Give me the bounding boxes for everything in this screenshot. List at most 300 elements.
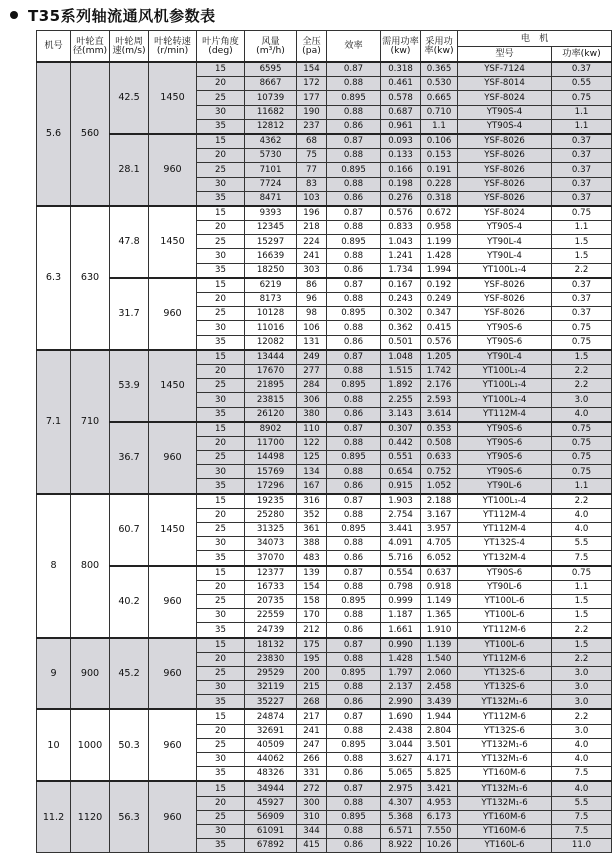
table-row [37,494,612,509]
cell-efficiency: 0.88 [327,537,381,551]
cell-airflow: 13444 [245,350,297,365]
cell-pressure: 361 [297,523,327,537]
cell-efficiency: 0.88 [327,105,381,119]
cell-required-power: 0.687 [381,105,421,119]
cell-blade-angle: 20 [197,724,245,738]
cell-blade-angle: 35 [197,335,245,350]
cell-motor-model: YT90S-6 [458,436,552,450]
header-motor-model: 型号 [458,46,552,62]
cell-pressure: 154 [297,62,327,77]
cell-required-power: 5.065 [381,767,421,782]
table-row [37,278,612,293]
cell-motor-model: YT132M-4 [458,551,552,566]
cell-airflow: 12082 [245,335,297,350]
cell-efficiency: 0.895 [327,451,381,465]
cell-efficiency: 0.88 [327,609,381,623]
cell-used-power: 3.614 [421,407,458,422]
cell-motor-power: 2.2 [552,652,612,666]
cell-rpm: 960 [149,709,197,781]
header-impeller-diameter: 叶轮直 径(mm) [71,31,110,63]
cell-required-power: 0.243 [381,293,421,307]
cell-motor-power: 1.1 [552,105,612,119]
cell-pressure: 266 [297,753,327,767]
cell-airflow: 10128 [245,307,297,321]
cell-tip-speed: 53.9 [110,350,149,422]
cell-airflow: 67892 [245,839,297,853]
cell-rpm: 1450 [149,62,197,134]
cell-motor-power: 7.5 [552,551,612,566]
cell-required-power: 1.428 [381,652,421,666]
cell-efficiency: 0.87 [327,350,381,365]
cell-used-power: 0.415 [421,321,458,335]
cell-efficiency: 0.895 [327,163,381,177]
cell-motor-power: 11.0 [552,839,612,853]
cell-blade-angle: 25 [197,235,245,249]
cell-motor-model: YSF-8026 [458,293,552,307]
cell-motor-model: YT100L₁-4 [458,364,552,378]
cell-blade-angle: 20 [197,508,245,522]
cell-used-power: 4.705 [421,537,458,551]
cell-efficiency: 0.88 [327,321,381,335]
cell-airflow: 23830 [245,652,297,666]
cell-motor-model: YT90S-6 [458,451,552,465]
cell-pressure: 75 [297,149,327,163]
cell-pressure: 300 [297,796,327,810]
table-row [37,206,612,221]
cell-efficiency: 0.88 [327,796,381,810]
cell-tip-speed: 56.3 [110,781,149,852]
cell-efficiency: 0.88 [327,753,381,767]
cell-airflow: 8173 [245,293,297,307]
cell-rpm: 960 [149,781,197,852]
cell-blade-angle: 25 [197,810,245,824]
cell-motor-model: YSF-8026 [458,278,552,293]
cell-used-power: 0.249 [421,293,458,307]
cell-motor-model: YT160M-6 [458,767,552,782]
cell-efficiency: 0.86 [327,407,381,422]
cell-used-power: 6.173 [421,810,458,824]
cell-rpm: 960 [149,422,197,494]
cell-used-power: 0.958 [421,221,458,235]
cell-motor-power: 0.75 [552,436,612,450]
cell-motor-power: 4.0 [552,738,612,752]
cell-blade-angle: 35 [197,479,245,494]
cell-used-power: 0.665 [421,91,458,105]
cell-rpm: 960 [149,134,197,206]
cell-efficiency: 0.87 [327,494,381,509]
cell-efficiency: 0.88 [327,364,381,378]
cell-rpm: 1450 [149,206,197,278]
cell-required-power: 2.975 [381,781,421,796]
cell-pressure: 344 [297,824,327,838]
cell-blade-angle: 15 [197,134,245,149]
cell-blade-angle: 25 [197,666,245,680]
cell-tip-speed: 28.1 [110,134,149,206]
cell-motor-model: YT90S-6 [458,465,552,479]
cell-blade-angle: 30 [197,537,245,551]
cell-airflow: 8667 [245,77,297,91]
cell-used-power: 1.052 [421,479,458,494]
cell-airflow: 34944 [245,781,297,796]
cell-required-power: 0.442 [381,436,421,450]
cell-motor-power: 5.5 [552,796,612,810]
cell-pressure: 77 [297,163,327,177]
cell-airflow: 18132 [245,638,297,653]
cell-pressure: 218 [297,221,327,235]
cell-blade-angle: 20 [197,580,245,594]
cell-pressure: 172 [297,77,327,91]
cell-rpm: 1450 [149,494,197,566]
cell-efficiency: 0.88 [327,221,381,235]
cell-used-power: 7.550 [421,824,458,838]
cell-used-power: 1.149 [421,594,458,608]
cell-blade-angle: 15 [197,62,245,77]
cell-airflow: 11682 [245,105,297,119]
cell-model: 8 [37,494,71,638]
cell-motor-model: YSF-8026 [458,307,552,321]
cell-efficiency: 0.86 [327,551,381,566]
cell-motor-power: 0.37 [552,191,612,206]
cell-airflow: 32691 [245,724,297,738]
cell-motor-power: 2.2 [552,494,612,509]
cell-required-power: 0.833 [381,221,421,235]
cell-used-power: 1.540 [421,652,458,666]
table-row [37,422,612,437]
cell-efficiency: 0.88 [327,293,381,307]
cell-motor-power: 0.37 [552,307,612,321]
cell-airflow: 26120 [245,407,297,422]
cell-motor-power: 0.75 [552,91,612,105]
cell-motor-power: 0.37 [552,278,612,293]
cell-tip-speed: 60.7 [110,494,149,566]
cell-required-power: 0.461 [381,77,421,91]
cell-motor-power: 1.5 [552,235,612,249]
cell-tip-speed: 36.7 [110,422,149,494]
cell-pressure: 98 [297,307,327,321]
cell-blade-angle: 25 [197,379,245,393]
cell-motor-model: YT90S-4 [458,119,552,134]
cell-tip-speed: 40.2 [110,566,149,638]
cell-motor-model: YT132S-6 [458,666,552,680]
cell-motor-power: 1.1 [552,221,612,235]
cell-pressure: 388 [297,537,327,551]
cell-used-power: 1.199 [421,235,458,249]
cell-efficiency: 0.87 [327,638,381,653]
cell-airflow: 7724 [245,177,297,191]
cell-motor-power: 1.1 [552,580,612,594]
cell-blade-angle: 25 [197,523,245,537]
cell-motor-power: 0.75 [552,422,612,437]
cell-required-power: 0.999 [381,594,421,608]
cell-efficiency: 0.88 [327,249,381,263]
header-airflow: 风量 (m³/h) [245,31,297,63]
cell-motor-model: YT160M-6 [458,824,552,838]
header-used-power: 采用功 率(kw) [421,31,458,63]
table-header [37,31,612,63]
cell-motor-power: 7.5 [552,824,612,838]
cell-blade-angle: 30 [197,249,245,263]
cell-airflow: 8471 [245,191,297,206]
cell-motor-power: 0.75 [552,566,612,581]
cell-diameter: 1000 [71,709,110,781]
cell-pressure: 200 [297,666,327,680]
cell-motor-model: YT112M-6 [458,623,552,638]
cell-blade-angle: 35 [197,695,245,710]
cell-required-power: 1.661 [381,623,421,638]
cell-used-power: 4.171 [421,753,458,767]
cell-pressure: 86 [297,278,327,293]
cell-blade-angle: 30 [197,321,245,335]
header-tip-speed: 叶轮周 速(m/s) [110,31,149,63]
cell-rpm: 960 [149,278,197,350]
cell-used-power: 1.205 [421,350,458,365]
cell-efficiency: 0.88 [327,149,381,163]
cell-required-power: 1.515 [381,364,421,378]
cell-required-power: 1.797 [381,666,421,680]
cell-efficiency: 0.895 [327,594,381,608]
header-blade-angle: 叶片角度 (deg) [197,31,245,63]
cell-used-power: 1.742 [421,364,458,378]
cell-used-power: 1.910 [421,623,458,638]
cell-efficiency: 0.88 [327,580,381,594]
cell-used-power: 0.106 [421,134,458,149]
cell-blade-angle: 30 [197,681,245,695]
cell-diameter: 900 [71,638,110,710]
cell-motor-power: 2.2 [552,709,612,724]
cell-blade-angle: 30 [197,609,245,623]
cell-efficiency: 0.895 [327,91,381,105]
cell-motor-power: 0.75 [552,321,612,335]
cell-motor-power: 1.5 [552,249,612,263]
cell-blade-angle: 25 [197,738,245,752]
cell-motor-power: 0.75 [552,335,612,350]
cell-motor-power: 1.5 [552,594,612,608]
cell-required-power: 1.690 [381,709,421,724]
cell-motor-power: 1.1 [552,479,612,494]
cell-used-power: 3.439 [421,695,458,710]
cell-pressure: 170 [297,609,327,623]
cell-efficiency: 0.87 [327,709,381,724]
cell-required-power: 0.915 [381,479,421,494]
cell-motor-model: YT90S-6 [458,321,552,335]
cell-required-power: 0.798 [381,580,421,594]
cell-motor-power: 3.0 [552,724,612,738]
table-body [37,62,612,853]
cell-rpm: 960 [149,638,197,710]
cell-required-power: 0.167 [381,278,421,293]
cell-pressure: 237 [297,119,327,134]
cell-efficiency: 0.88 [327,508,381,522]
cell-motor-model: YT90S-6 [458,335,552,350]
cell-efficiency: 0.88 [327,77,381,91]
cell-airflow: 8902 [245,422,297,437]
cell-blade-angle: 20 [197,652,245,666]
cell-model: 9 [37,638,71,710]
cell-pressure: 241 [297,249,327,263]
cell-efficiency: 0.88 [327,465,381,479]
cell-required-power: 5.368 [381,810,421,824]
cell-used-power: 0.637 [421,566,458,581]
cell-motor-power: 1.5 [552,609,612,623]
cell-motor-model: YT112M-4 [458,508,552,522]
cell-motor-model: YT90S-4 [458,105,552,119]
cell-tip-speed: 47.8 [110,206,149,278]
cell-motor-power: 0.37 [552,134,612,149]
cell-airflow: 48326 [245,767,297,782]
cell-required-power: 1.241 [381,249,421,263]
cell-blade-angle: 15 [197,709,245,724]
cell-efficiency: 0.895 [327,307,381,321]
cell-pressure: 158 [297,594,327,608]
cell-motor-model: YT100L₂-4 [458,393,552,407]
cell-tip-speed: 31.7 [110,278,149,350]
cell-efficiency: 0.895 [327,738,381,752]
cell-used-power: 1.139 [421,638,458,653]
cell-efficiency: 0.87 [327,134,381,149]
cell-motor-model: YT160L-6 [458,839,552,853]
cell-tip-speed: 45.2 [110,638,149,710]
cell-used-power: 0.576 [421,335,458,350]
cell-used-power: 1.1 [421,119,458,134]
cell-required-power: 1.048 [381,350,421,365]
cell-model: 6.3 [37,206,71,350]
table-row [37,134,612,149]
cell-airflow: 29529 [245,666,297,680]
cell-required-power: 1.187 [381,609,421,623]
bullet-icon [10,11,18,19]
cell-used-power: 0.318 [421,191,458,206]
cell-efficiency: 0.895 [327,523,381,537]
cell-used-power: 3.957 [421,523,458,537]
cell-airflow: 21895 [245,379,297,393]
cell-blade-angle: 20 [197,796,245,810]
cell-motor-power: 7.5 [552,767,612,782]
cell-pressure: 125 [297,451,327,465]
cell-airflow: 6595 [245,62,297,77]
cell-motor-power: 3.0 [552,393,612,407]
cell-diameter: 630 [71,206,110,350]
cell-blade-angle: 20 [197,221,245,235]
cell-diameter: 1120 [71,781,110,852]
cell-used-power: 0.672 [421,206,458,221]
cell-used-power: 2.804 [421,724,458,738]
cell-motor-model: YT112M-6 [458,709,552,724]
header-required-power: 需用功率 (kw) [381,31,421,63]
cell-required-power: 0.093 [381,134,421,149]
cell-motor-model: YT132S-6 [458,681,552,695]
cell-motor-model: YSF-8024 [458,206,552,221]
cell-model: 5.6 [37,62,71,206]
cell-motor-model: YT132S-6 [458,724,552,738]
cell-used-power: 0.192 [421,278,458,293]
cell-blade-angle: 35 [197,191,245,206]
cell-used-power: 3.167 [421,508,458,522]
cell-motor-model: YT90L-4 [458,350,552,365]
cell-blade-angle: 30 [197,393,245,407]
cell-required-power: 0.318 [381,62,421,77]
cell-required-power: 0.501 [381,335,421,350]
cell-efficiency: 0.86 [327,191,381,206]
cell-required-power: 6.571 [381,824,421,838]
cell-pressure: 224 [297,235,327,249]
cell-airflow: 15297 [245,235,297,249]
cell-pressure: 103 [297,191,327,206]
cell-motor-model: YSF-8026 [458,149,552,163]
cell-blade-angle: 30 [197,824,245,838]
cell-blade-angle: 35 [197,263,245,278]
cell-blade-angle: 30 [197,177,245,191]
cell-pressure: 190 [297,105,327,119]
cell-blade-angle: 25 [197,91,245,105]
header-model: 机号 [37,31,71,63]
cell-used-power: 2.060 [421,666,458,680]
cell-blade-angle: 15 [197,422,245,437]
cell-airflow: 25280 [245,508,297,522]
cell-efficiency: 0.86 [327,335,381,350]
cell-required-power: 3.627 [381,753,421,767]
cell-used-power: 5.825 [421,767,458,782]
cell-used-power: 0.633 [421,451,458,465]
cell-motor-power: 1.5 [552,350,612,365]
cell-efficiency: 0.87 [327,206,381,221]
cell-airflow: 16733 [245,580,297,594]
cell-blade-angle: 35 [197,767,245,782]
cell-motor-power: 4.0 [552,508,612,522]
cell-airflow: 17296 [245,479,297,494]
cell-required-power: 0.551 [381,451,421,465]
cell-required-power: 2.137 [381,681,421,695]
cell-motor-model: YT132M₁-6 [458,738,552,752]
cell-required-power: 1.043 [381,235,421,249]
cell-motor-model: YT100L-6 [458,638,552,653]
cell-airflow: 37070 [245,551,297,566]
cell-airflow: 5730 [245,149,297,163]
table-row [37,709,612,724]
fan-parameter-table [36,30,612,853]
cell-airflow: 61091 [245,824,297,838]
cell-airflow: 9393 [245,206,297,221]
cell-required-power: 1.734 [381,263,421,278]
cell-required-power: 0.198 [381,177,421,191]
cell-efficiency: 0.86 [327,695,381,710]
cell-efficiency: 0.88 [327,436,381,450]
cell-blade-angle: 30 [197,753,245,767]
cell-blade-angle: 20 [197,364,245,378]
cell-pressure: 167 [297,479,327,494]
cell-required-power: 0.362 [381,321,421,335]
cell-used-power: 0.752 [421,465,458,479]
cell-required-power: 2.990 [381,695,421,710]
cell-required-power: 0.990 [381,638,421,653]
cell-motor-model: YT100L-6 [458,594,552,608]
cell-used-power: 0.918 [421,580,458,594]
cell-airflow: 19235 [245,494,297,509]
cell-airflow: 4362 [245,134,297,149]
cell-pressure: 139 [297,566,327,581]
cell-used-power: 2.458 [421,681,458,695]
cell-used-power: 3.501 [421,738,458,752]
cell-motor-power: 1.5 [552,638,612,653]
cell-required-power: 0.961 [381,119,421,134]
cell-blade-angle: 15 [197,494,245,509]
cell-motor-power: 2.2 [552,379,612,393]
cell-rpm: 1450 [149,350,197,422]
cell-blade-angle: 35 [197,839,245,853]
cell-motor-model: YT160M-6 [458,810,552,824]
cell-required-power: 2.255 [381,393,421,407]
header-rotation-speed: 叶轮转速 (r/min) [149,31,197,63]
cell-pressure: 110 [297,422,327,437]
